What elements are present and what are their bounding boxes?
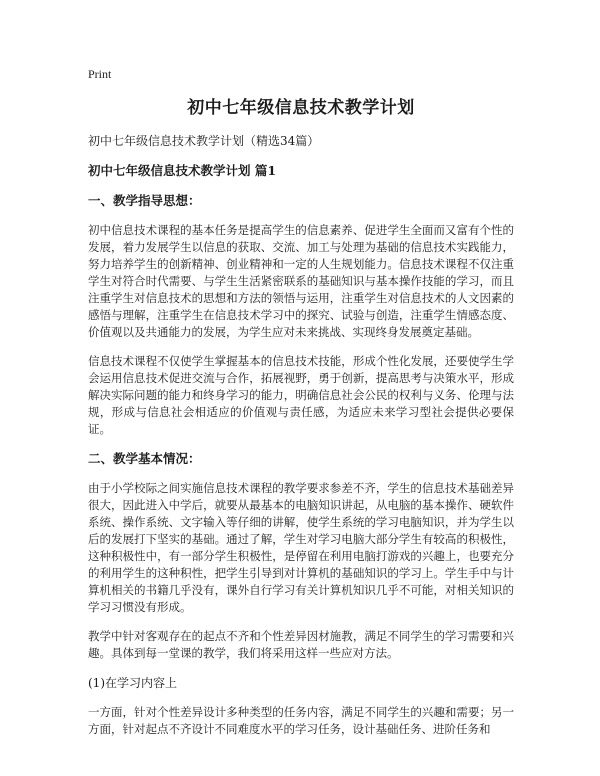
paragraph: 信息技术课程不仅使学生掌握基本的信息技术技能，形成个性化发展，还要使学生学会运用信息技术促进交流与合作，拓展视野，勇于创新，提高思考与决策水平，形成解决实际问题的能力和终身学习的能力，明确信息社会公民的权利与义务、伦理与法规，形成与信息社会相适应的价值观与责任感，为适应未来学习型社会提供必要保证。	[88, 354, 514, 436]
document-subtitle: 初中七年级信息技术教学计划（精选34篇）	[88, 134, 320, 148]
article-heading: 初中七年级信息技术教学计划 篇1	[88, 163, 277, 178]
paragraph: 教学中针对客观存在的起点不齐和个性差异因材施教，满足不同学生的学习需要和兴趣。具体到每一堂课的教学，我们将采用这样一些应对方法。	[88, 629, 514, 660]
section-heading-teaching-situation: 二、教学基本情况：	[88, 451, 201, 466]
paragraph: 一方面，针对个性差异设计多种类型的任务内容，满足不同学生的兴趣和需要；另一方面，针对起点不齐设计不同难度水平的学习任务，设计基础任务、进阶任务和	[88, 705, 514, 736]
section-heading-teaching-guidance: 一、教学指导思想：	[88, 193, 201, 208]
paragraph: 由于小学校际之间实施信息技术课程的教学要求参差不齐，学生的信息技术基础差异很大，因此进入中学后，就要从最基本的电脑知识讲起，从电脑的基本操作、硬软件系统、操作系统、文字输入等仔细的讲解，使学生系统的学习电脑知识，并为学生以后的发展打下坚实的基础。通过了解，学生对学习电脑大部分学生有较高的积极性，这种积极性中，有一部分学生积极性，是停留在利用电脑打游戏的兴趣上，也要充分的利用学生的这种积性，把学生引导到对计算机的基础知识的学习上。学生手中与计算机相关的书籍几乎没有，课外自行学习有关计算机知识几乎不可能，对相关知识的学习习惯没有形成。	[88, 481, 514, 614]
document-page	[88, 66, 514, 750]
document-title: 初中七年级信息技术教学计划	[187, 98, 415, 118]
print-label: Print	[88, 67, 112, 81]
paragraph: 初中信息技术课程的基本任务是提高学生的信息素养、促进学生全面而又富有个性的发展，着力发展学生以信息的获取、交流、加工与处理为基础的信息技术实践能力，努力培养学生的创新精神、创业精神和一定的人生规划能力。信息技术课程不仅注重学生对符合时代需要、与学生生活紧密联系的基础知识与基本操作技能的学习，而且注重学生对信息技术的思想和方法的领悟与运用，注重学生对信息技术的人文因素的感悟与理解，注重学生在信息技术学习中的探究、试验与创造，注重学生情感态度、价值观以及共通能力的发展，为学生应对未来挑战、实现终身发展奠定基础。	[88, 223, 514, 339]
list-item-learning-content: (1)在学习内容上	[88, 676, 177, 690]
